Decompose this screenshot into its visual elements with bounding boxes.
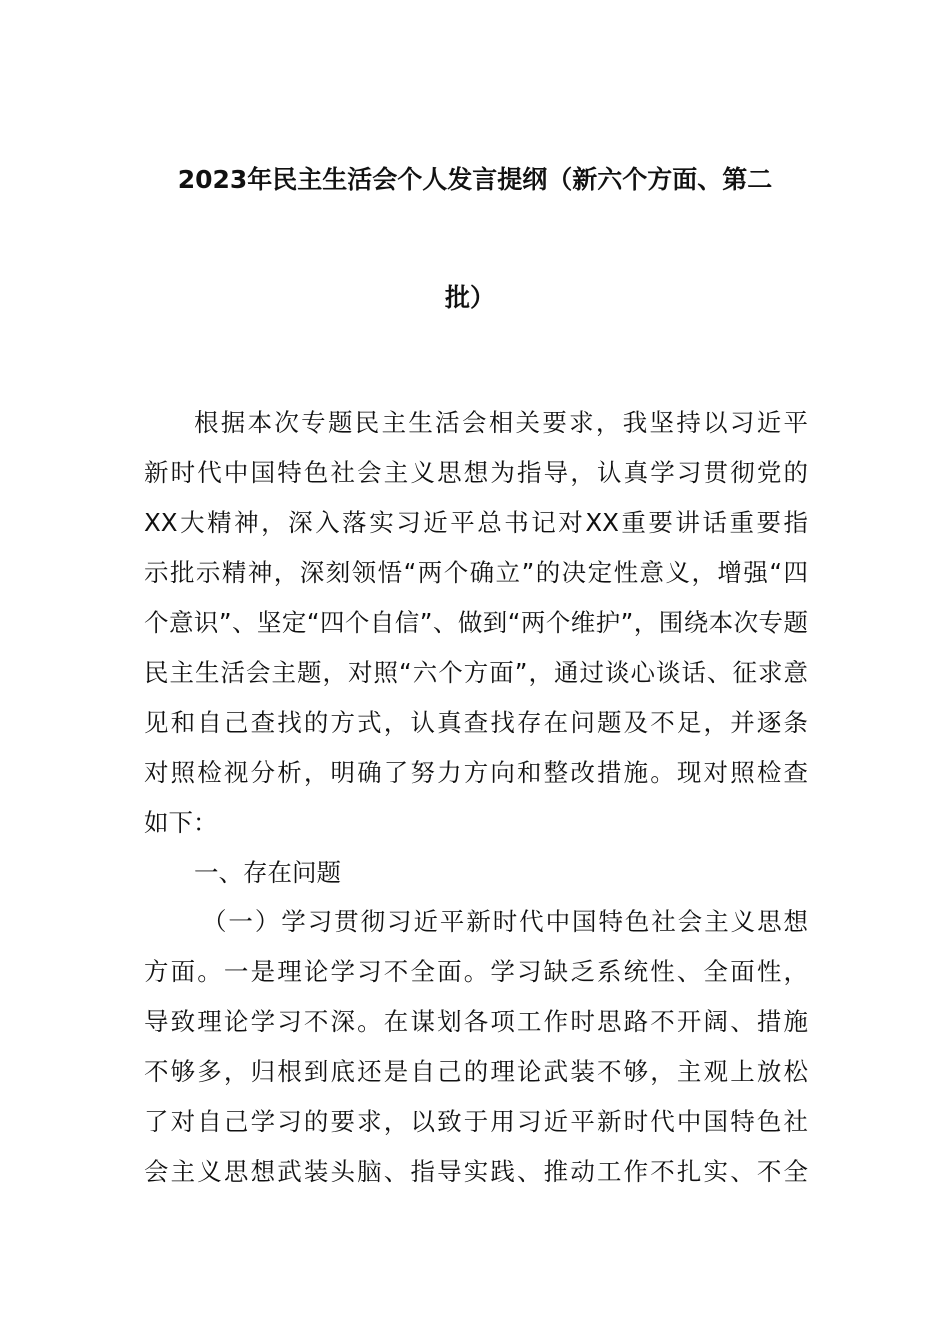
section-heading-text: 一、存在问题 xyxy=(194,858,341,887)
paragraph-intro xyxy=(144,398,808,848)
paragraph-line: 会主义思想武装头脑、指导实践、推动工作不扎实、不全 xyxy=(144,1157,808,1186)
paragraph-line: 如下： xyxy=(144,808,218,837)
paragraph-line: XX大精神，深入落实习近平总书记对XX重要讲话重要指 xyxy=(144,508,808,537)
paragraph-study xyxy=(144,897,808,1197)
section-heading xyxy=(144,848,808,898)
paragraph-line: （一）学习贯彻习近平新时代中国特色社会主义思想 xyxy=(202,907,808,936)
paragraph-line: 了对自己学习的要求，以致于用习近平新时代中国特色社 xyxy=(144,1107,808,1136)
paragraph-line: 不够多，归根到底还是自己的理论武装不够，主观上放松 xyxy=(144,1057,808,1086)
paragraph-line: 根据本次专题民主生活会相关要求，我坚持以习近平 xyxy=(194,408,808,437)
paragraph-line: 新时代中国特色社会主义思想为指导，认真学习贯彻党的 xyxy=(144,458,808,487)
paragraph-line: 个意识”、坚定“四个自信”、做到“两个维护”，围绕本次专题 xyxy=(144,608,808,637)
paragraph-line: 对照检视分析，明确了努力方向和整改措施。现对照检查 xyxy=(144,758,808,787)
paragraph-line: 见和自己查找的方式，认真查找存在问题及不足，并逐条 xyxy=(144,708,808,737)
paragraph-line: 导致理论学习不深。在谋划各项工作时思路不开阔、措施 xyxy=(144,1007,808,1036)
document-title-line-1: 2023年民主生活会个人发言提纲（新六个方面、第二 xyxy=(177,165,773,194)
document-title-line-2: 批） xyxy=(444,283,495,312)
paragraph-line: 方面。一是理论学习不全面。学习缺乏系统性、全面性， xyxy=(144,957,808,986)
paragraph-line: 民主生活会主题，对照“六个方面”，通过谈心谈话、征求意 xyxy=(144,658,808,687)
paragraph-line: 示批示精神，深刻领悟“两个确立”的决定性意义，增强“四 xyxy=(144,558,808,587)
